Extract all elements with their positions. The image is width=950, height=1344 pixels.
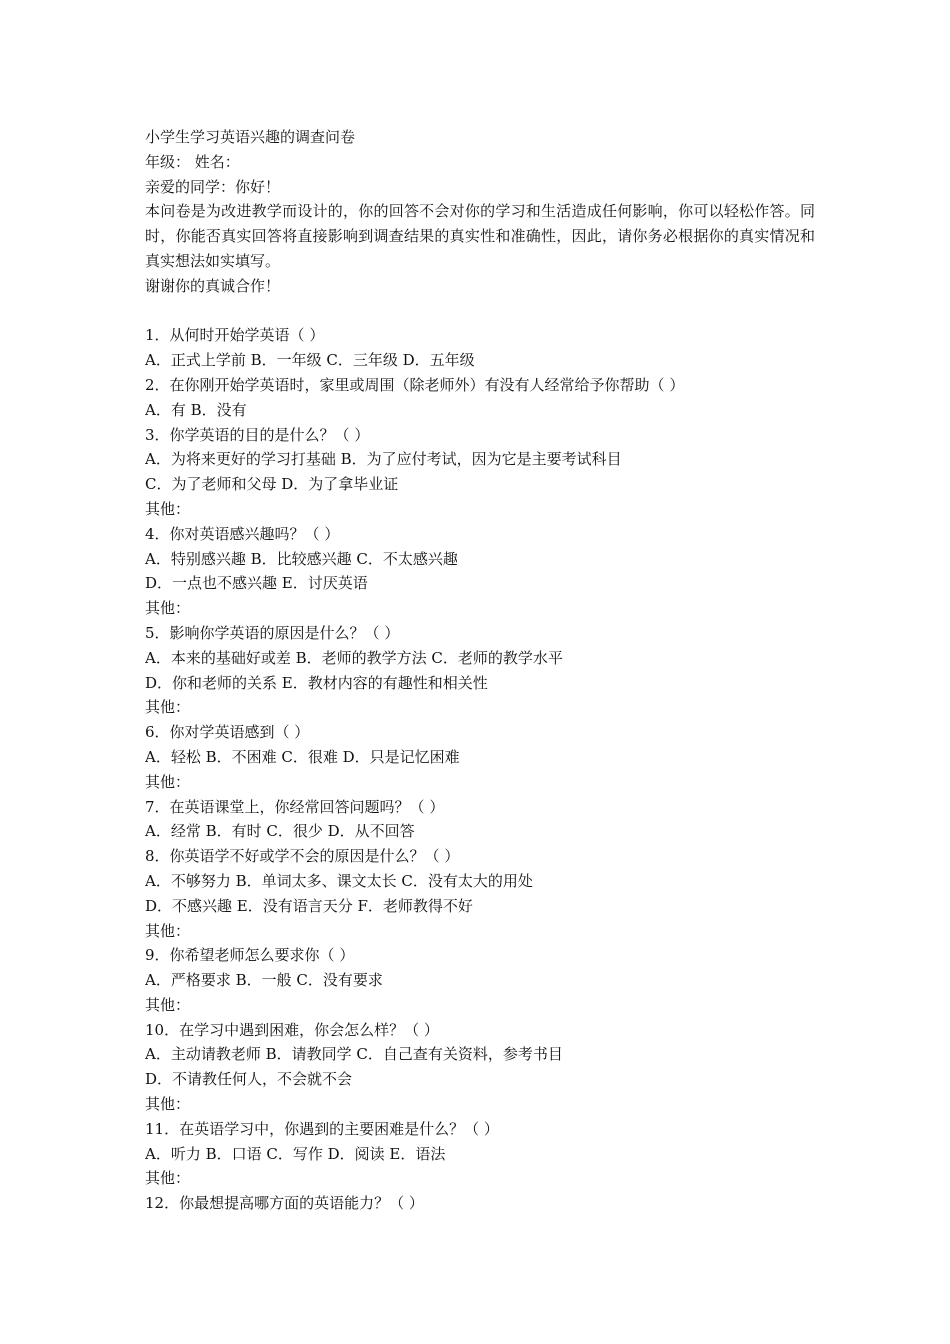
- question-line: 其他：: [145, 1095, 191, 1114]
- question-line: D．不请教任何人，不会就不会: [145, 1070, 353, 1089]
- question-line: 其他：: [145, 1169, 191, 1188]
- question-line: 其他：: [145, 995, 191, 1014]
- document-title: 小学生学习英语兴趣的调查问卷: [145, 128, 356, 146]
- thanks-line: 谢谢你的真诚合作！: [145, 276, 281, 295]
- question-line: D．不感兴趣 E．没有语言天分 F．老师教得不好: [145, 896, 473, 915]
- questionnaire-page: [145, 125, 815, 1216]
- question-line: 其他：: [145, 499, 191, 518]
- question-line: A．特别感兴趣 B．比较感兴趣 C．不太感兴趣: [145, 549, 458, 568]
- grade-name-line: 年级： 姓名：: [145, 152, 240, 171]
- question-line: A．本来的基础好或差 B．老师的教学方法 C．老师的教学水平: [145, 648, 563, 667]
- question-line: A．主动请教老师 B．请教同学 C．自己查有关资料，参考书目: [145, 1045, 563, 1064]
- question-line: A．听力 B．口语 C．写作 D．阅读 E．语法: [145, 1144, 446, 1163]
- question-line: A．轻松 B．不困难 C．很难 D．只是记忆困难: [145, 747, 460, 766]
- question-line: 7．在英语课堂上，你经常回答问题吗？（ ）: [145, 797, 445, 816]
- question-line: 其他：: [145, 772, 191, 791]
- intro-paragraph: 本问卷是为改进教学而设计的，你的回答不会对你的学习和生活造成任何影响，你可以轻松作答。同时，你能否真实回答将直接影响到调查结果的真实性和准确性，因此，请你务必根据你的真实情况和真实想法如实填写。: [145, 202, 815, 270]
- question-list: [145, 323, 815, 1216]
- question-line: 9．你希望老师怎么要求你（ ）: [145, 946, 355, 965]
- question-line: A．正式上学前 B．一年级 C．三年级 D．五年级: [145, 351, 475, 370]
- question-line: 10．在学习中遇到困难，你会怎么样？（ ）: [145, 1020, 439, 1039]
- question-line: A．严格要求 B．一般 C．没有要求: [145, 971, 383, 990]
- question-line: 5．影响你学英语的原因是什么？（ ）: [145, 623, 400, 642]
- question-line: A．不够努力 B．单词太多、课文太长 C．没有太大的用处: [145, 871, 533, 890]
- question-line: 其他：: [145, 921, 191, 940]
- greeting: 亲爱的同学：你好！: [145, 177, 281, 196]
- spacer: [145, 299, 815, 324]
- question-line: 6．你对学英语感到（ ）: [145, 723, 310, 742]
- question-line: A．有 B．没有: [145, 400, 247, 419]
- question-line: 12．你最想提高哪方面的英语能力？（ ）: [145, 1194, 424, 1213]
- question-line: 其他：: [145, 599, 191, 618]
- question-line: 2．在你刚开始学英语时，家里或周围（除老师外）有没有人经常给予你帮助（ ）: [145, 375, 685, 394]
- question-line: C．为了老师和父母 D．为了拿毕业证: [145, 475, 399, 494]
- question-line: 11．在英语学习中，你遇到的主要困难是什么？（ ）: [145, 1119, 499, 1138]
- question-line: D．你和老师的关系 E．教材内容的有趣性和相关性: [145, 673, 488, 692]
- question-line: A．经常 B．有时 C．很少 D．从不回答: [145, 822, 415, 841]
- question-line: D．一点也不感兴趣 E．讨厌英语: [145, 574, 368, 593]
- question-line: 4．你对英语感兴趣吗？（ ）: [145, 524, 340, 543]
- question-line: 1．从何时开始学英语（ ）: [145, 326, 325, 345]
- question-line: 8．你英语学不好或学不会的原因是什么？（ ）: [145, 847, 460, 866]
- question-line: A．为将来更好的学习打基础 B．为了应付考试，因为它是主要考试科目: [145, 450, 622, 469]
- question-line: 3．你学英语的目的是什么？（ ）: [145, 425, 370, 444]
- question-line: 其他：: [145, 698, 191, 717]
